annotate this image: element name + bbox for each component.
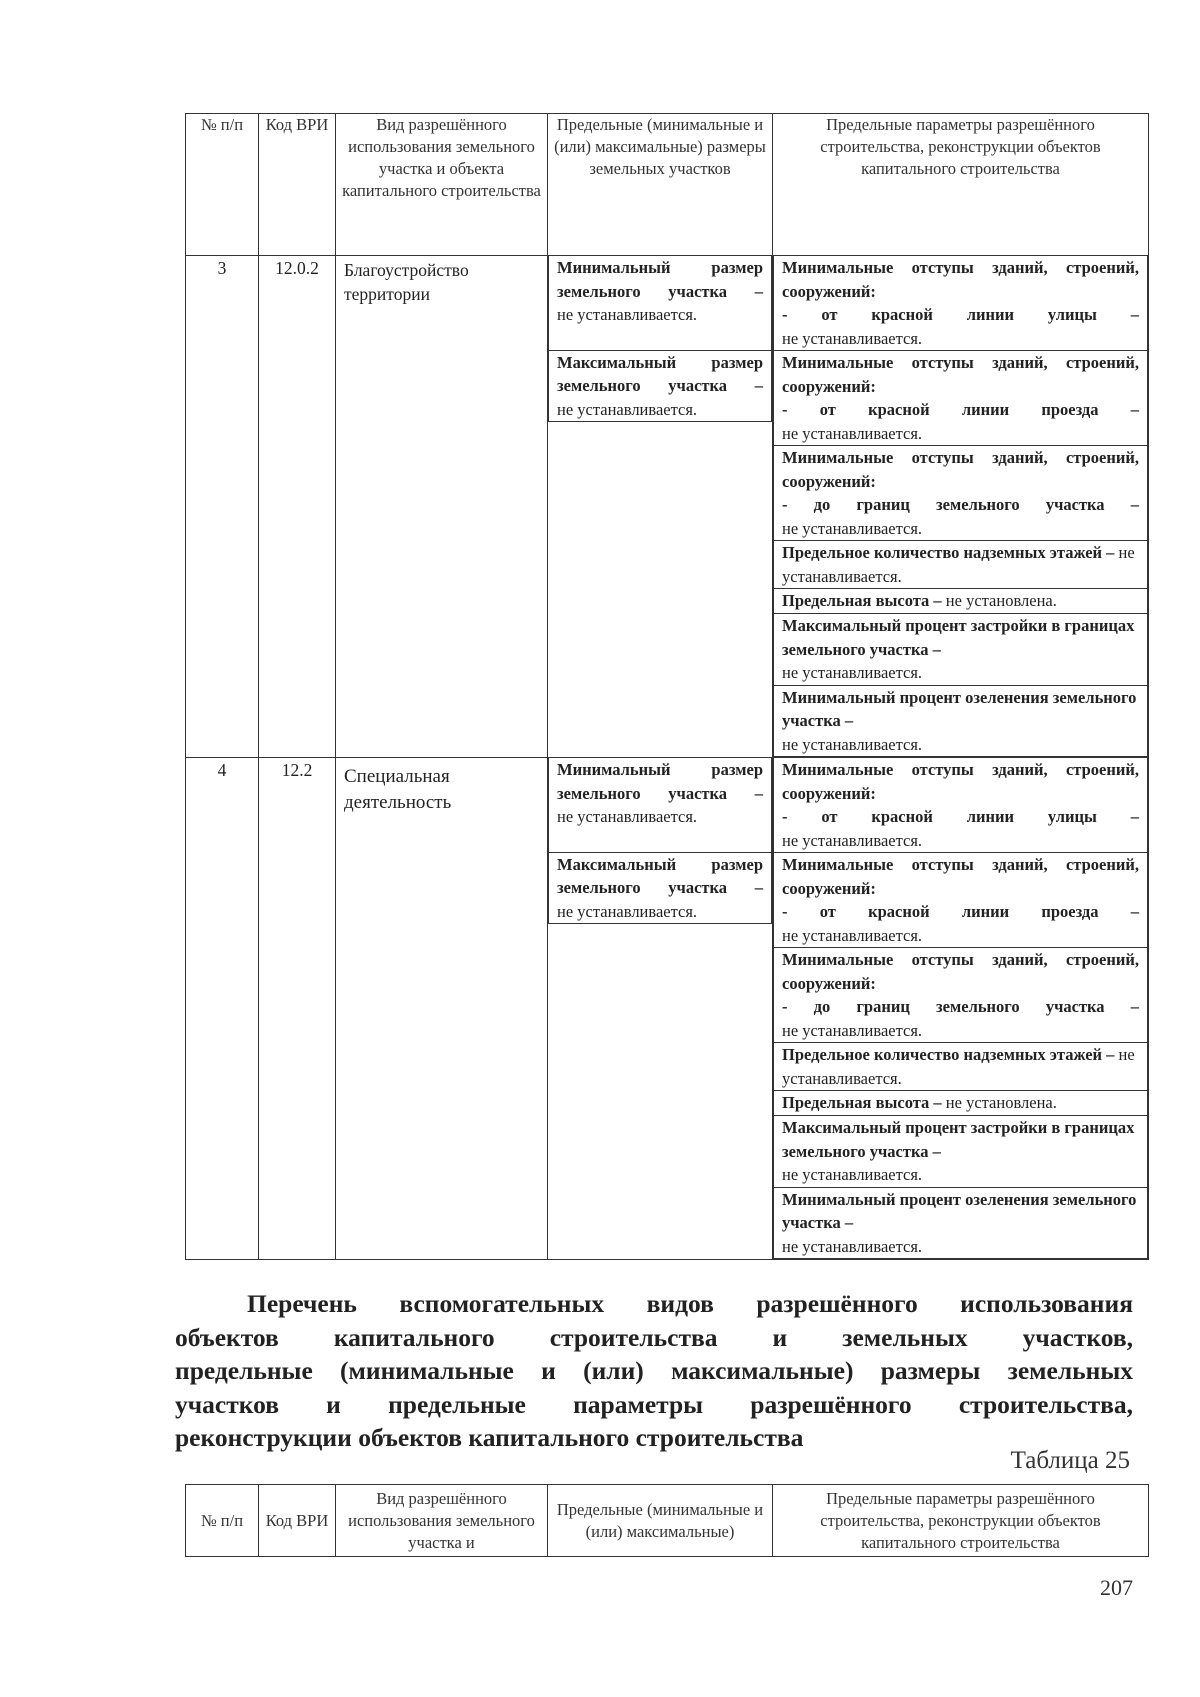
param-value: не установлена. (945, 1093, 1057, 1112)
header-num: № п/п (186, 1485, 259, 1557)
header-num: № п/п (186, 114, 259, 256)
zoning-parameters-table (185, 113, 1149, 1260)
param-max-build-percent (774, 614, 1148, 686)
param-title: Минимальные отступы зданий, строений, сооружений: (782, 353, 1139, 396)
heading-line: предельные (минимальные и (или) максимальные) размеры земельных (175, 1356, 1133, 1385)
param-title: Минимальные отступы зданий, строений, сооружений: (782, 950, 1139, 993)
param-item: - от красной линии улицы – (782, 305, 1139, 324)
row-code: 12.2 (259, 758, 336, 1260)
param-value: не устанавливается. (782, 518, 923, 538)
param-title: Предельное количество надземных этажей – (782, 543, 1115, 562)
header-sizes: Предельные (минимальные и (или) максимальные) (548, 1485, 773, 1557)
param-title: Минимальный процент озеленения земельного участка – (782, 687, 1137, 730)
param-setback-driveway (774, 853, 1148, 948)
min-size-cell (549, 256, 772, 350)
param-item: - до границ земельного участка – (782, 997, 1139, 1016)
param-max-build-percent (774, 1116, 1148, 1188)
row-params (773, 256, 1149, 758)
max-size-title: Максимальный размер земельного участка – (557, 352, 763, 395)
table-name: Таблица 25 (1010, 1447, 1130, 1474)
param-setback-boundary (774, 948, 1148, 1043)
param-setback-driveway (774, 351, 1148, 446)
heading-line: Перечень вспомогательных видов разрешённого использования (247, 1289, 1133, 1318)
param-value: не устанавливается. (782, 1020, 923, 1040)
row-number: 3 (186, 256, 259, 758)
table-header-row (186, 1485, 1149, 1557)
table-row (186, 758, 1149, 1260)
header-vri: Вид разрешённого использования земельного участка и (336, 1485, 548, 1557)
param-min-green-percent (774, 685, 1148, 757)
param-height (774, 1091, 1148, 1116)
param-setback-boundary (774, 446, 1148, 541)
header-vri: Вид разрешённого использования земельного участка и объекта капитального строительства (336, 114, 548, 256)
header-code: Код ВРИ (259, 1485, 336, 1557)
heading-line: участков и предельные параметры разрешённого строительства, (175, 1389, 1133, 1419)
min-size-value: не устанавливается. (557, 807, 698, 826)
row-vri: Благоустройство территории (336, 256, 548, 758)
param-title: Предельное количество надземных этажей – (782, 1045, 1115, 1064)
param-value: не устанавливается. (782, 925, 923, 945)
table-row (186, 256, 1149, 758)
row-code: 12.0.2 (259, 256, 336, 758)
param-setback-street (774, 758, 1148, 853)
row-number: 4 (186, 758, 259, 1260)
param-value: не устанавливается. (782, 543, 1135, 586)
max-size-value: не устанавливается. (557, 901, 698, 921)
param-item: - от красной линии улицы – (782, 807, 1139, 826)
param-title: Минимальные отступы зданий, строений, сооружений: (782, 448, 1139, 491)
table-25-header (185, 1484, 1149, 1557)
param-title: Минимальные отступы зданий, строений, сооружений: (782, 855, 1139, 898)
param-title: Предельная высота – (782, 1093, 942, 1112)
param-value: не устанавливается. (782, 423, 923, 443)
param-item: - от красной линии проезда – (782, 400, 1139, 419)
max-size-cell (549, 852, 772, 924)
param-value: не устанавливается. (782, 1236, 923, 1256)
param-title: Максимальный процент застройки в границах земельного участка – (782, 1118, 1135, 1161)
header-params: Предельные параметры разрешённого строительства, реконструкции объектов капитального строительства (773, 1485, 1149, 1557)
header-code: Код ВРИ (259, 114, 336, 256)
param-item: - до границ земельного участка – (782, 495, 1139, 514)
table-header-row (186, 114, 1149, 256)
row-sizes (548, 758, 773, 1260)
page-number: 207 (1100, 1575, 1133, 1600)
max-size-title: Максимальный размер земельного участка – (557, 854, 763, 897)
min-size-cell (549, 758, 772, 852)
param-value: не устанавливается. (782, 328, 923, 348)
param-min-green-percent (774, 1187, 1148, 1259)
max-size-value: не устанавливается. (557, 399, 698, 419)
param-value: не устанавливается. (782, 734, 923, 754)
param-value: не устанавливается. (782, 663, 923, 682)
param-value: не устанавливается. (782, 1045, 1135, 1088)
param-value: не установлена. (945, 591, 1057, 610)
param-title: Максимальный процент застройки в границах земельного участка – (782, 616, 1135, 659)
param-height (774, 589, 1148, 614)
row-params (773, 758, 1149, 1260)
param-floors (774, 1043, 1148, 1091)
param-title: Минимальные отступы зданий, строений, сооружений: (782, 760, 1139, 803)
min-size-title: Минимальный размер земельного участка – (557, 760, 763, 803)
header-params: Предельные параметры разрешённого строительства, реконструкции объектов капитального строительства (773, 114, 1149, 256)
param-setback-street (774, 256, 1148, 351)
min-size-title: Минимальный размер земельного участка – (557, 258, 763, 301)
heading-line: реконструкции объектов капитального строительства (175, 1423, 804, 1452)
param-floors (774, 541, 1148, 589)
row-vri: Специальная деятельность (336, 758, 548, 1260)
param-value: не устанавливается. (782, 1165, 923, 1184)
min-size-value: не устанавливается. (557, 305, 698, 324)
param-value: не устанавливается. (782, 830, 923, 850)
row-sizes (548, 256, 773, 758)
param-title: Минимальные отступы зданий, строений, сооружений: (782, 258, 1139, 301)
param-title: Минимальный процент озеленения земельного участка – (782, 1189, 1137, 1232)
heading-line: объектов капитального строительства и земельных участков, (175, 1322, 1133, 1352)
max-size-cell (549, 350, 772, 422)
param-title: Предельная высота – (782, 591, 942, 610)
section-heading (175, 1287, 1133, 1455)
param-item: - от красной линии проезда – (782, 902, 1139, 921)
header-sizes: Предельные (минимальные и (или) максимальные) размеры земельных участков (548, 114, 773, 256)
